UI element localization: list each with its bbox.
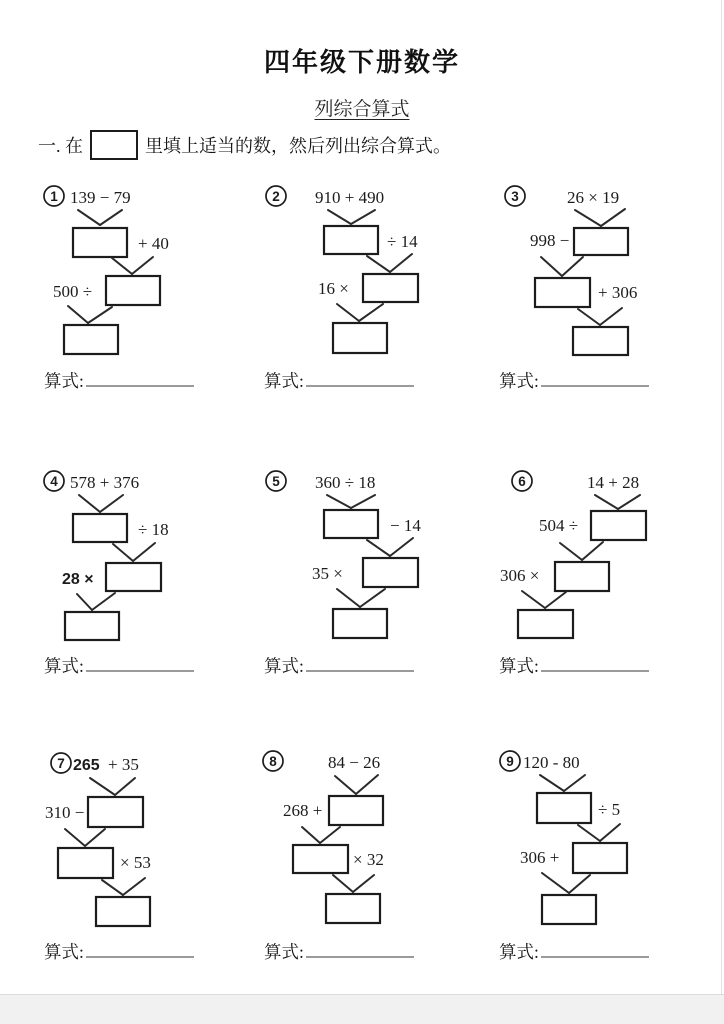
answer-box-2[interactable] <box>555 562 609 591</box>
v-connector <box>335 775 378 794</box>
answer-box-2[interactable] <box>363 274 418 302</box>
instruction-suffix: 里填上适当的数，然后列出综合算式。 <box>145 136 451 156</box>
operand-1: ÷ 14 <box>387 232 418 251</box>
problem-3 <box>490 180 708 410</box>
operand-2: × 53 <box>120 853 151 872</box>
answer-box-3[interactable] <box>65 612 119 640</box>
page-subtitle: 列综合算式 <box>314 99 410 120</box>
answer-line[interactable] <box>306 657 414 672</box>
v-connector <box>367 254 412 272</box>
instruction <box>38 130 451 160</box>
problem-8 <box>255 745 473 975</box>
answer-box-2[interactable] <box>535 278 590 307</box>
top-expression: 84 − 26 <box>328 753 381 772</box>
answer-line[interactable] <box>86 372 194 387</box>
problem-7-diagram <box>35 745 253 935</box>
operand-1: − 14 <box>390 516 421 535</box>
v-connector <box>328 210 375 224</box>
operand-2: 28 × <box>62 571 94 588</box>
problem-5-diagram <box>255 465 473 647</box>
expression-answer <box>499 653 649 678</box>
answer-box-1[interactable] <box>324 226 378 254</box>
answer-box-2[interactable] <box>363 558 418 587</box>
page-edge <box>0 994 724 1024</box>
v-connector <box>595 495 640 509</box>
operand-1: 310 − <box>45 803 85 822</box>
answer-box-3[interactable] <box>573 327 628 355</box>
answer-line[interactable] <box>306 943 414 958</box>
v-connector <box>542 873 590 893</box>
answer-line[interactable] <box>541 372 649 387</box>
operand-2: 500 ÷ <box>53 282 93 301</box>
operand-2: 306 + <box>520 848 560 867</box>
answer-line[interactable] <box>306 372 414 387</box>
suanshi-label: 算式: <box>44 942 84 962</box>
operand-2: 306 × <box>500 566 540 585</box>
problem-9-diagram <box>490 745 708 935</box>
problem-number: 5 <box>272 474 280 489</box>
answer-box-1[interactable] <box>73 228 127 257</box>
example-fill-box[interactable] <box>90 130 138 160</box>
operand-2: 16 × <box>318 279 349 298</box>
v-connector <box>578 308 622 325</box>
problem-number: 9 <box>506 754 514 769</box>
answer-box-3[interactable] <box>64 325 118 354</box>
v-connector <box>79 495 123 512</box>
answer-line[interactable] <box>86 657 194 672</box>
expression-answer <box>44 368 194 393</box>
operand-1: ÷ 5 <box>598 800 621 819</box>
operand-1: 504 ÷ <box>539 516 579 535</box>
expression-answer <box>499 939 649 964</box>
top-expression: 578 + 376 <box>70 473 140 492</box>
answer-line[interactable] <box>86 943 194 958</box>
problem-9 <box>490 745 708 975</box>
v-connector <box>102 878 145 895</box>
answer-box-3[interactable] <box>542 895 596 924</box>
problem-2 <box>255 180 473 410</box>
operand-1: 268 + <box>283 801 323 820</box>
problem-4 <box>35 465 253 695</box>
v-connector <box>540 775 585 791</box>
answer-line[interactable] <box>541 657 649 672</box>
top-expression: 120 - 80 <box>523 753 580 772</box>
operand-1: 998 − <box>530 231 570 250</box>
v-connector <box>560 542 603 560</box>
v-connector <box>112 257 153 274</box>
answer-box-1[interactable] <box>329 796 383 825</box>
v-connector <box>77 593 115 610</box>
suanshi-label: 算式: <box>499 942 539 962</box>
answer-box-3[interactable] <box>96 897 150 926</box>
answer-box-2[interactable] <box>573 843 627 873</box>
answer-box-1[interactable] <box>324 510 378 538</box>
top-expression: 910 + 490 <box>315 188 385 207</box>
problem-5 <box>255 465 473 695</box>
answer-box-1[interactable] <box>574 228 628 255</box>
v-connector <box>65 829 105 846</box>
expression-answer <box>44 653 194 678</box>
problem-7 <box>35 745 253 975</box>
v-connector <box>337 304 383 321</box>
problem-number: 7 <box>57 756 65 771</box>
expression-answer <box>264 368 414 393</box>
expression-answer <box>44 939 194 964</box>
problem-number: 3 <box>511 189 519 204</box>
v-connector <box>337 589 385 607</box>
v-connector <box>541 257 583 276</box>
suanshi-label: 算式: <box>499 656 539 676</box>
v-connector <box>367 538 413 556</box>
answer-box-3[interactable] <box>333 609 387 638</box>
expression-answer <box>499 368 649 393</box>
v-connector <box>327 495 375 508</box>
problem-1-diagram <box>35 180 253 362</box>
problem-2-diagram <box>255 180 473 362</box>
problem-8-diagram <box>255 745 473 935</box>
page-title: 四年级下册数学 <box>263 47 460 77</box>
v-connector <box>333 875 374 892</box>
top-expression: + 35 <box>108 755 139 774</box>
operand-1: + 40 <box>138 234 169 253</box>
problem-number: 4 <box>50 474 58 489</box>
answer-box-1[interactable] <box>591 511 646 540</box>
top-expression-bold: 265 <box>73 757 100 774</box>
answer-box-3[interactable] <box>518 610 573 638</box>
answer-box-2[interactable] <box>106 563 161 591</box>
v-connector <box>575 209 625 226</box>
answer-box-1[interactable] <box>73 514 127 542</box>
suanshi-label: 算式: <box>264 942 304 962</box>
operand-2: 35 × <box>312 564 343 583</box>
answer-box-2[interactable] <box>293 845 348 873</box>
top-expression: 139 − 79 <box>70 188 131 207</box>
top-expression: 360 ÷ 18 <box>315 473 376 492</box>
answer-box-1[interactable] <box>537 793 591 823</box>
problem-3-diagram <box>490 180 708 362</box>
top-expression: 26 × 19 <box>567 188 620 207</box>
v-connector <box>302 827 340 843</box>
v-connector <box>522 591 566 608</box>
v-connector <box>578 824 620 841</box>
operand-2: + 306 <box>598 283 638 302</box>
operand-2: × 32 <box>353 850 384 869</box>
expression-answer <box>264 939 414 964</box>
v-connector <box>113 543 155 561</box>
problem-number: 1 <box>50 189 58 204</box>
top-expression: 14 + 28 <box>587 473 640 492</box>
instruction-prefix: 一. 在 <box>38 136 83 156</box>
answer-box-3[interactable] <box>333 323 387 353</box>
operand-1: ÷ 18 <box>138 520 169 539</box>
answer-line[interactable] <box>541 943 649 958</box>
problem-1 <box>35 180 253 410</box>
v-connector <box>90 778 135 795</box>
problem-number: 6 <box>518 474 526 489</box>
suanshi-label: 算式: <box>44 371 84 391</box>
answer-box-2[interactable] <box>58 848 113 878</box>
suanshi-label: 算式: <box>499 371 539 391</box>
suanshi-label: 算式: <box>264 371 304 391</box>
problem-6-diagram <box>490 465 708 647</box>
expression-answer <box>264 653 414 678</box>
suanshi-label: 算式: <box>264 656 304 676</box>
v-connector <box>68 306 112 323</box>
problem-6 <box>490 465 708 695</box>
answer-box-3[interactable] <box>326 894 380 923</box>
answer-box-2[interactable] <box>106 276 160 305</box>
suanshi-label: 算式: <box>44 656 84 676</box>
problem-number: 2 <box>272 189 280 204</box>
problem-number: 8 <box>269 754 277 769</box>
answer-box-1[interactable] <box>88 797 143 827</box>
v-connector <box>78 210 122 225</box>
problem-4-diagram <box>35 465 253 647</box>
